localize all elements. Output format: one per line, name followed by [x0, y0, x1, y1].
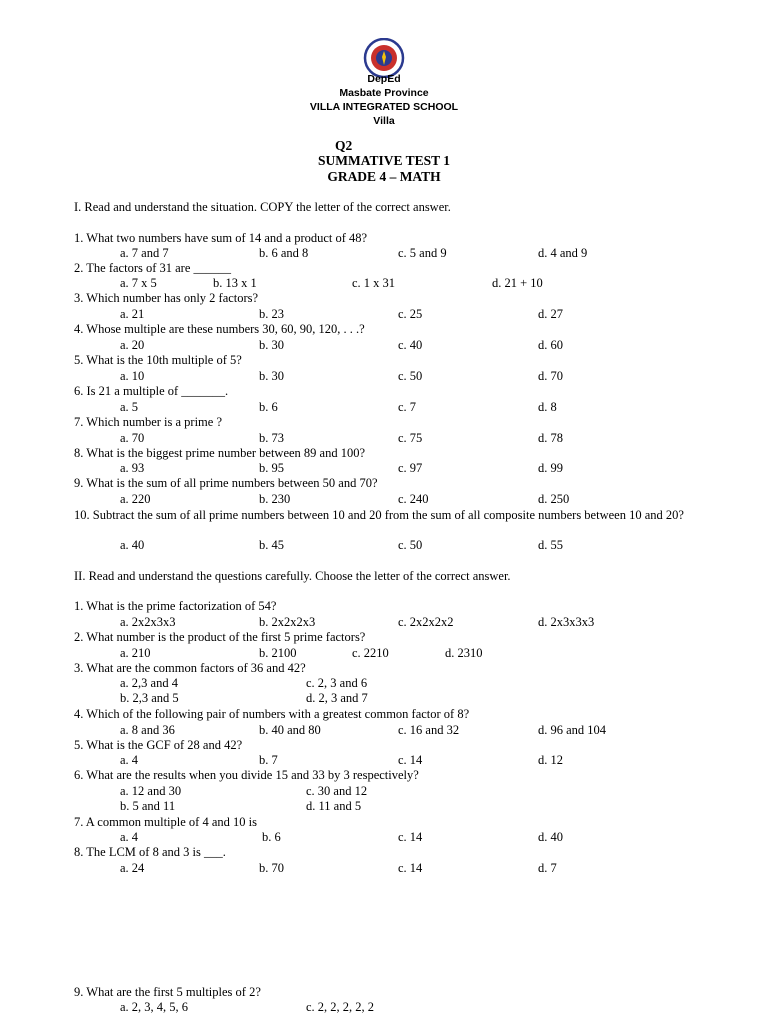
- choice-b: b. 45: [259, 538, 284, 552]
- choice-d: d. 21 + 10: [492, 276, 543, 290]
- choice-c: c. 50: [398, 538, 423, 552]
- question-text: 4. Which of the following pair of numbers with a greatest common factor of 8?: [74, 707, 470, 721]
- part2-instruction: II. Read and understand the questions carefully. Choose the letter of the correct answer.: [74, 569, 511, 583]
- choice-d: d. 12: [538, 753, 563, 767]
- choice-b: b. 5 and 11: [120, 799, 176, 813]
- choice-a: a. 24: [120, 861, 145, 875]
- question-text: 7. Which number is a prime ?: [74, 415, 222, 429]
- choice-d: d. 2x3x3x3: [538, 615, 595, 629]
- choice-a: a. 40: [120, 538, 145, 552]
- choice-a: a. 4: [120, 830, 139, 844]
- choice-b: b. 30: [259, 369, 284, 383]
- province-name: Masbate Province: [339, 87, 429, 99]
- part1-instruction: I. Read and understand the situation. COPY the letter of the correct answer.: [74, 200, 451, 214]
- choice-b: b. 6: [262, 830, 281, 844]
- choice-b: b. 70: [259, 861, 284, 875]
- choice-d: d. 40: [538, 830, 563, 844]
- choice-b: b. 2,3 and 5: [120, 691, 179, 705]
- town-name: Villa: [373, 115, 395, 127]
- choice-c: c. 14: [398, 753, 423, 767]
- choice-d: d. 99: [538, 461, 563, 475]
- choice-a: a. 220: [120, 492, 151, 506]
- question-text: 7. A common multiple of 4 and 10 is: [74, 815, 257, 829]
- choice-a: a. 4: [120, 753, 139, 767]
- choice-b: b. 95: [259, 461, 284, 475]
- choice-c: c. 240: [398, 492, 429, 506]
- question-text: 2. The factors of 31 are ______: [74, 261, 232, 275]
- org-name: DepEd: [367, 73, 401, 85]
- choice-d: d. 2, 3 and 7: [306, 691, 368, 705]
- grade-subject: GRADE 4 – MATH: [327, 169, 441, 184]
- choice-c: c. 14: [398, 861, 423, 875]
- question-text: 9. What are the first 5 multiples of 2?: [74, 985, 261, 999]
- choice-b: b. 2100: [259, 646, 297, 660]
- choice-d: d. 27: [538, 307, 563, 321]
- choice-d: d. 250: [538, 492, 570, 506]
- choice-b: b. 6 and 8: [259, 246, 309, 260]
- choice-c: c. 2, 3 and 6: [306, 676, 368, 690]
- choice-a: a. 21: [120, 307, 145, 321]
- question-text: 4. Whose multiple are these numbers 30, 60, 90, 120, . . .?: [74, 322, 365, 336]
- choice-c: c. 2x2x2x2: [398, 615, 454, 629]
- choice-c: c. 16 and 32: [398, 723, 460, 737]
- choice-c: c. 2210: [352, 646, 389, 660]
- choice-a: a. 70: [120, 431, 145, 445]
- choice-d: d. 96 and 104: [538, 723, 607, 737]
- choice-b: b. 6: [259, 400, 278, 414]
- choice-b: b. 2x2x2x3: [259, 615, 316, 629]
- choice-c: c. 30 and 12: [306, 784, 368, 798]
- question-text: 2. What number is the product of the first 5 prime factors?: [74, 630, 366, 644]
- choice-a: a. 7 and 7: [120, 246, 169, 260]
- choice-a: a. 2, 3, 4, 5, 6: [120, 1000, 189, 1014]
- question-text: 6. What are the results when you divide 15 and 33 by 3 respectively?: [74, 768, 419, 782]
- choice-b: b. 73: [259, 431, 284, 445]
- choice-b: b. 30: [259, 338, 284, 352]
- choice-a: a. 12 and 30: [120, 784, 182, 798]
- choice-b: b. 7: [259, 753, 278, 767]
- choice-c: c. 2, 2, 2, 2, 2: [306, 1000, 375, 1014]
- choice-b: b. 230: [259, 492, 291, 506]
- choice-d: d. 11 and 5: [306, 799, 362, 813]
- quarter-label: Q2: [335, 138, 353, 153]
- choice-d: d. 2310: [445, 646, 483, 660]
- choice-c: c. 25: [398, 307, 423, 321]
- choice-d: d. 60: [538, 338, 563, 352]
- choice-a: a. 210: [120, 646, 151, 660]
- choice-b: b. 40 and 80: [259, 723, 321, 737]
- choice-c: c. 5 and 9: [398, 246, 447, 260]
- choice-d: d. 55: [538, 538, 563, 552]
- choice-c: c. 75: [398, 431, 423, 445]
- choice-c: c. 40: [398, 338, 423, 352]
- choice-a: a. 5: [120, 400, 139, 414]
- question-text: 6. Is 21 a multiple of _______.: [74, 384, 229, 398]
- question-text: 8. The LCM of 8 and 3 is ___.: [74, 845, 226, 859]
- school-name: VILLA INTEGRATED SCHOOL: [309, 101, 459, 113]
- question-text: 8. What is the biggest prime number between 89 and 100?: [74, 446, 366, 460]
- choice-c: c. 14: [398, 830, 423, 844]
- choice-a: a. 8 and 36: [120, 723, 175, 737]
- choice-a: a. 93: [120, 461, 145, 475]
- choice-c: c. 7: [398, 400, 417, 414]
- question-text: 1. What is the prime factorization of 54?: [74, 599, 277, 613]
- question-text: 1. What two numbers have sum of 14 and a product of 48?: [74, 231, 368, 245]
- choice-a: a. 10: [120, 369, 145, 383]
- question-text: 5. What is the 10th multiple of 5?: [74, 353, 242, 367]
- question-text: 10. Subtract the sum of all prime numbers between 10 and 20 from the sum of all composite numbers between 10 and 20?: [74, 508, 684, 522]
- choice-c: c. 1 x 31: [352, 276, 396, 290]
- choice-a: a. 20: [120, 338, 145, 352]
- choice-d: d. 70: [538, 369, 563, 383]
- choice-d: d. 78: [538, 431, 563, 445]
- choice-d: d. 8: [538, 400, 557, 414]
- choice-a: a. 2,3 and 4: [120, 676, 178, 690]
- test-title: SUMMATIVE TEST 1: [317, 153, 451, 168]
- choice-b: b. 13 x 1: [213, 276, 257, 290]
- choice-d: d. 7: [538, 861, 557, 875]
- choice-c: c. 97: [398, 461, 423, 475]
- choice-a: a. 2x2x3x3: [120, 615, 176, 629]
- question-text: 9. What is the sum of all prime numbers between 50 and 70?: [74, 476, 378, 490]
- choice-a: a. 7 x 5: [120, 276, 157, 290]
- choice-b: b. 23: [259, 307, 284, 321]
- question-text: 3. What are the common factors of 36 and 42?: [74, 661, 306, 675]
- question-text: 5. What is the GCF of 28 and 42?: [74, 738, 243, 752]
- question-text: 3. Which number has only 2 factors?: [74, 291, 259, 305]
- choice-c: c. 50: [398, 369, 423, 383]
- choice-d: d. 4 and 9: [538, 246, 588, 260]
